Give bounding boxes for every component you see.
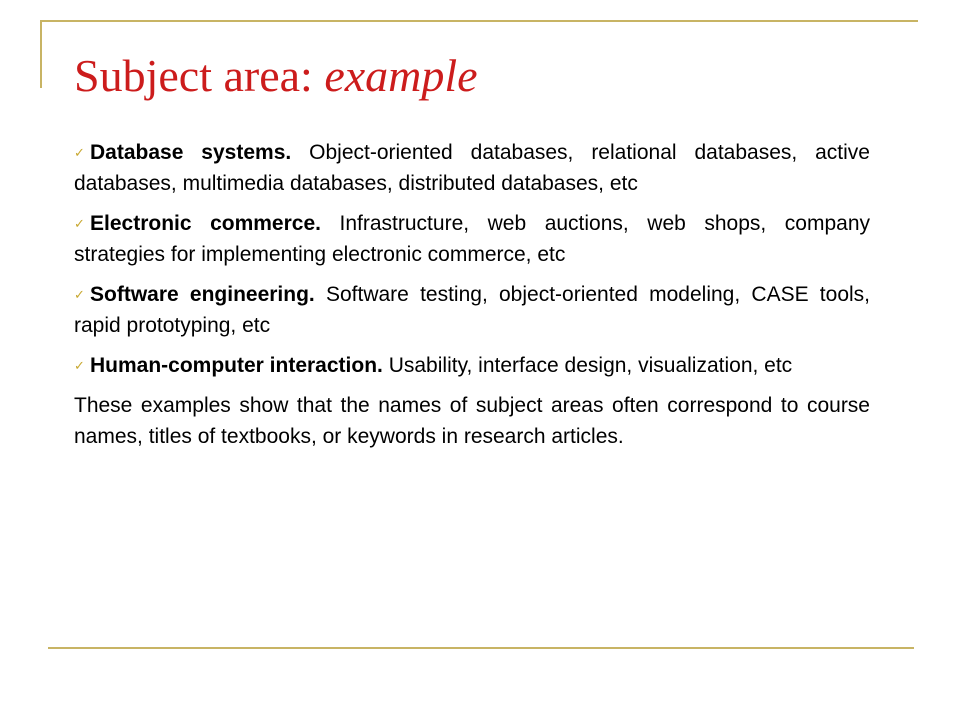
item-text: Software testing, object-oriented modeling, CASE tools, rapid prototyping, etc <box>74 283 870 337</box>
list-item <box>74 137 870 199</box>
checkmark-icon: ✓ <box>74 358 85 373</box>
item-term: Software engineering. <box>90 283 315 306</box>
item-text: Usability, interface design, visualization, etc <box>382 354 793 377</box>
item-term: Database systems. <box>90 141 292 164</box>
list-item <box>74 279 870 341</box>
title-main: Subject area: <box>74 50 325 101</box>
bottom-accent-line <box>48 647 914 649</box>
list-item <box>74 350 870 381</box>
slide-content <box>74 137 870 452</box>
item-text: Object-oriented databases, relational databases, active databases, multimedia databases, distributed databases, etc <box>74 141 870 195</box>
conclusion-paragraph: These examples show that the names of subject areas often correspond to course names, titles of textbooks, or keywords in research articles. <box>74 394 870 448</box>
checkmark-icon: ✓ <box>74 287 85 302</box>
title-italic: example <box>324 50 478 101</box>
left-accent-line <box>40 20 42 88</box>
item-term: Electronic commerce. <box>90 212 321 235</box>
slide-title <box>74 48 478 103</box>
checkmark-icon: ✓ <box>74 145 85 160</box>
top-accent-line <box>40 20 918 22</box>
item-term: Human-computer interaction. <box>90 354 383 377</box>
list-item <box>74 208 870 270</box>
checkmark-icon: ✓ <box>74 216 85 231</box>
item-text: Infrastructure, web auctions, web shops, company strategies for implementing electronic commerce, etc <box>74 212 870 266</box>
